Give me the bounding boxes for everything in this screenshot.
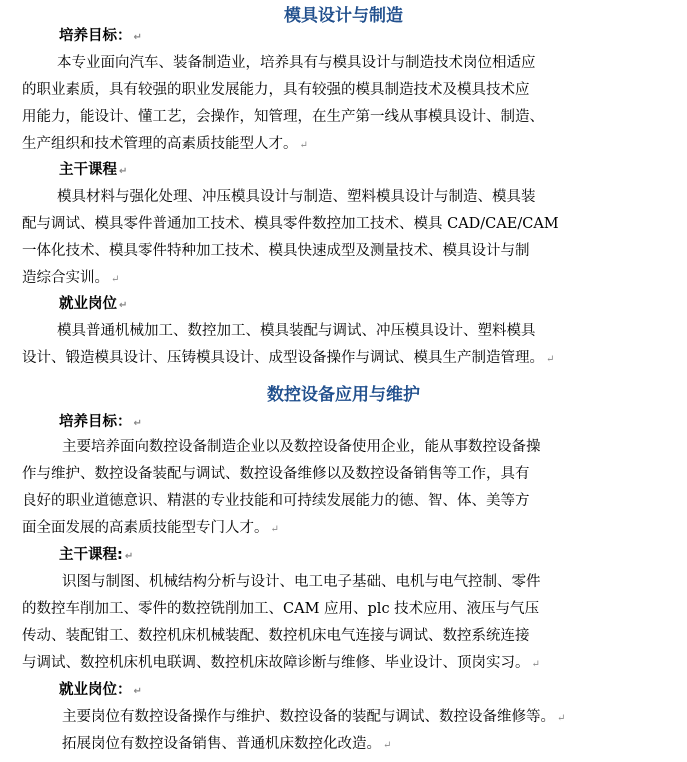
- paragraph-mark-icon: ↵: [133, 32, 142, 43]
- section-2-title: 数控设备应用与维护: [267, 385, 420, 405]
- section-2-course-line-4: 与调试、数控机床机电联调、数控机床故障诊断与维修、毕业设计、顶岗实习。 ↵: [22, 655, 540, 671]
- section-1-goal-heading: 培养目标： ↵: [59, 28, 142, 44]
- section-2-job-line-2: 拓展岗位有数控设备销售、普通机床数控化改造。 ↵: [62, 736, 392, 752]
- section-1-course-line-1: 模具材料与强化处理、冲压模具设计与制造、塑料模具设计与制造、模具装: [57, 189, 536, 205]
- section-1-goal-line-3: 用能力，能设计、懂工艺，会操作，知管理，在生产第一线从事模具设计、制造、: [22, 109, 544, 125]
- section-1-title: 模具设计与制造: [284, 6, 403, 26]
- section-2-job-line-1: 主要岗位有数控设备操作与维护、数控设备的装配与调试、数控设备维修等。 ↵: [62, 709, 566, 725]
- section-1-goal-line-2: 的职业素质，具有较强的职业发展能力，具有较强的模具制造技术及模具技术应: [22, 82, 530, 98]
- section-2-goal-line-1: 主要培养面向数控设备制造企业以及数控设备使用企业，能从事数控设备操: [62, 439, 541, 455]
- section-2-goal-line-2: 作与维护、数控设备装配与调试、数控设备维修以及数控设备销售等工作，具有: [22, 466, 530, 482]
- section-2-goal-heading: 培养目标： ↵: [59, 414, 142, 430]
- paragraph-mark-icon: ↵: [133, 418, 142, 429]
- paragraph-mark-icon: ↵: [111, 274, 120, 285]
- section-1-goal-line-1: 本专业面向汽车、装备制造业，培养具有与模具设计与制造技术岗位相适应: [57, 55, 536, 71]
- section-1-course-line-3: 一体化技术、模具零件特种加工技术、模具快速成型及测量技术、模具设计与制: [22, 243, 530, 259]
- section-2-goal-line-4: 面全面发展的高素质技能型专门人才。 ↵: [22, 520, 279, 536]
- section-1-course-heading: 主干课程 ↵: [59, 162, 128, 178]
- section-2-goal-line-3: 良好的职业道德意识、精湛的专业技能和可持续发展能力的德、智、体、美等方: [22, 493, 530, 509]
- paragraph-mark-icon: ↵: [119, 300, 128, 311]
- paragraph-mark-icon: ↵: [299, 140, 308, 151]
- paragraph-mark-icon: ↵: [531, 659, 540, 670]
- paragraph-mark-icon: ↵: [557, 713, 566, 724]
- section-2-course-line-3: 传动、装配钳工、数控机床机械装配、数控机床电气连接与调试、数控系统连接: [22, 628, 530, 644]
- paragraph-mark-icon: ↵: [383, 740, 392, 751]
- section-2-course-line-2: 的数控车削加工、零件的数控铣削加工、CAM 应用、plc 技术应用、液压与气压: [22, 601, 540, 617]
- section-2-job-heading: 就业岗位： ↵: [59, 682, 142, 698]
- section-2-course-heading: 主干课程: ↵: [59, 547, 134, 563]
- section-2-course-line-1: 识图与制图、机械结构分析与设计、电工电子基础、电机与电气控制、零件: [62, 574, 541, 590]
- paragraph-mark-icon: ↵: [119, 166, 128, 177]
- section-1-course-line-4: 造综合实训。 ↵: [22, 270, 120, 286]
- section-1-job-heading: 就业岗位 ↵: [59, 296, 128, 312]
- section-1-goal-line-4: 生产组织和技术管理的高素质技能型人才。 ↵: [22, 136, 308, 152]
- paragraph-mark-icon: ↵: [133, 686, 142, 697]
- paragraph-mark-icon: ↵: [546, 354, 555, 365]
- section-1-job-line-2: 设计、锻造模具设计、压铸模具设计、成型设备操作与调试、模具生产制造管理。 ↵: [22, 350, 555, 366]
- paragraph-mark-icon: ↵: [124, 551, 134, 562]
- section-1-job-line-1: 模具普通机械加工、数控加工、模具装配与调试、冲压模具设计、塑料模具: [57, 323, 536, 339]
- section-1-course-line-2: 配与调试、模具零件普通加工技术、模具零件数控加工技术、模具 CAD/CAE/CAM: [22, 216, 559, 232]
- paragraph-mark-icon: ↵: [270, 524, 279, 535]
